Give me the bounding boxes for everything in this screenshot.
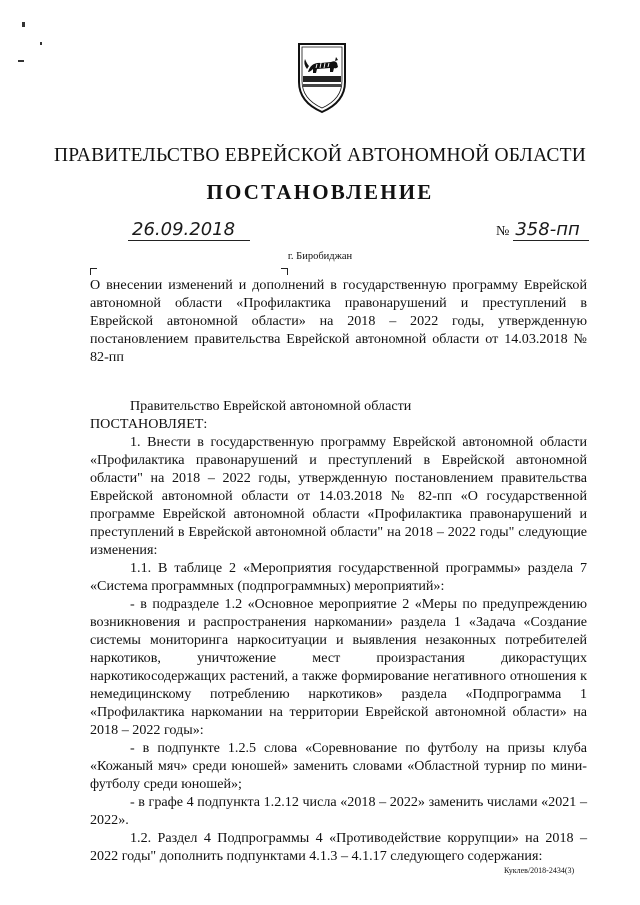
scan-speck: [40, 42, 42, 45]
scan-speck: [22, 22, 25, 27]
subject-corner-mark-right: [281, 268, 288, 275]
paragraph: 1.1. В таблице 2 «Мероприятия государственной программы» раздела 7 «Система программных (подпрограммных) мероприятий»:: [90, 560, 587, 594]
decree-body: [90, 397, 587, 865]
decree-word: ПОСТАНОВЛЯЕТ:: [90, 416, 208, 432]
coat-of-arms-emblem: [297, 42, 347, 114]
subject-corner-mark-left: [90, 268, 97, 275]
paragraph: 1. Внести в государственную программу Еврейской автономной области «Профилактика правонарушений и преступлений в Еврейской автономной области" на 2018 – 2022 годы, утвержденную постановлением правительства Еврейской автономной области от 14.03.2018 № 82-пп «О государственной программе Еврейской автономной области «Профилактика правонарушений и преступлений в Еврейской автономной области" на 2018 – 2022 годы" следующие изменения:: [90, 434, 587, 558]
number-label: №: [496, 224, 510, 239]
scan-speck: [18, 60, 24, 62]
government-title: ПРАВИТЕЛЬСТВО ЕВРЕЙСКОЙ АВТОНОМНОЙ ОБЛАСТИ: [53, 145, 587, 166]
paragraph: - в графе 4 подпункта 1.2.12 числа «2018 – 2022» заменить числами «2021 – 2022».: [90, 794, 587, 828]
document-type-title: ПОСТАНОВЛЕНИЕ: [206, 180, 434, 204]
document-date: 26.09.2018: [128, 219, 250, 241]
authority-line: Правительство Еврейской автономной области: [130, 398, 412, 414]
footer-code: Куклев/2018-2434(3): [504, 866, 575, 875]
document-number-field: [496, 219, 589, 241]
city-line: г. Биробиджан: [287, 251, 353, 262]
subject-text: О внесении изменений и дополнений в государственную программу Еврейской автономной области «Профилактика правонарушений и преступлений в Еврейской автономной области» на 2018 – 2022 годы, утвержденную постановлением правительства Еврейской автономной области от 14.03.2018 № 82-пп: [90, 277, 587, 365]
paragraph: 1.2. Раздел 4 Подпрограммы 4 «Противодействие коррупции» на 2018 – 2022 годы" дополнить подпунктами 4.1.3 – 4.1.17 следующего содержания:: [90, 830, 587, 864]
subject-block: [90, 276, 587, 366]
document-number: 358-пп: [513, 219, 589, 241]
paragraph: - в подразделе 1.2 «Основное мероприятие 2 «Меры по предупреждению возникновения и распространения наркомании» раздела 1 «Задача «Создание системы мониторинга наркоситуации и выявления незаконных потребителей наркотиков, уничтожение мест произрастания дикорастущих наркотикосодержащих растений, а также формирование негативного отношения к немедицинскому потреблению наркотиков» раздела «Подпрограмма 1 «Профилактика наркомании на территории Еврейской автономной области» на 2018 – 2022 годы»:: [90, 596, 587, 738]
paragraph: - в подпункте 1.2.5 слова «Соревнование по футболу на призы клуба «Кожаный мяч» среди юношей» заменить словами «Областной турнир по мини-футболу среди юношей»;: [90, 740, 587, 792]
